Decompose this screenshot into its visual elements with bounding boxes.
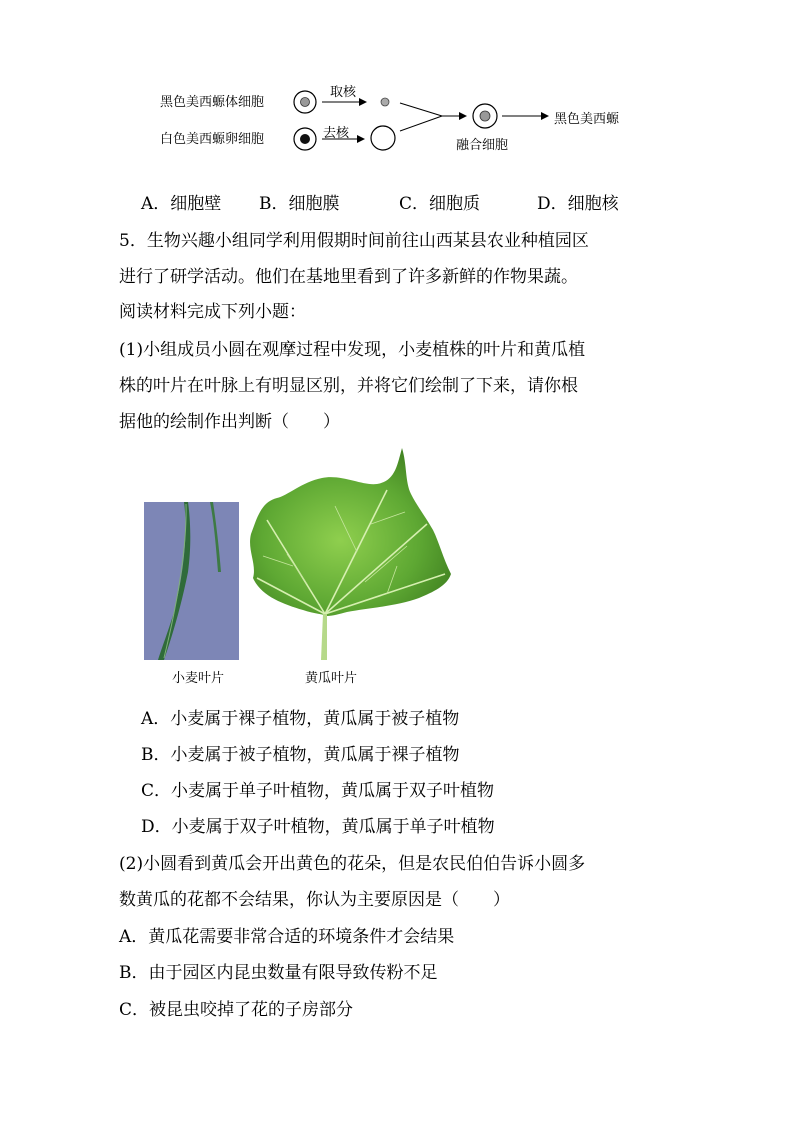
- diagram-shapes: [0, 0, 793, 170]
- q5-sub2-option-c: C．被昆虫咬掉了花的子房部分: [119, 1000, 354, 1020]
- q5-sub1-option-a: A．小麦属于裸子植物，黄瓜属于被子植物: [141, 709, 460, 729]
- converge-line-bottom: [400, 116, 442, 131]
- q4-options: [141, 193, 619, 215]
- q5-sub1-option-b: B．小麦属于被子植物，黄瓜属于裸子植物: [141, 745, 460, 765]
- label-result: 黑色美西螈: [554, 112, 620, 127]
- caption-cucumber-leaf: 黄瓜叶片: [305, 671, 358, 686]
- cucumber-leaf-image: [247, 446, 452, 661]
- q5-sub2-option-b: B．由于园区内昆虫数量有限导致传粉不足: [119, 963, 438, 983]
- label-take-nucleus: 取核: [330, 85, 357, 100]
- q5-sub1-option-c: C．小麦属于单子叶植物，黄瓜属于双子叶植物: [141, 781, 495, 801]
- caption-wheat-leaf: 小麦叶片: [172, 671, 225, 686]
- q4-option-d: D．细胞核: [537, 194, 619, 214]
- white-egg-cell-icon: [294, 128, 316, 150]
- q5-sub2-line1: (2)小圆看到黄瓜会开出黄色的花朵，但是农民伯伯告诉小圆多: [119, 854, 586, 874]
- q5-sub2-line2: 数黄瓜的花都不会结果，你认为主要原因是（ ）: [119, 890, 510, 910]
- q5-sub1-option-d: D．小麦属于双子叶植物，黄瓜属于单子叶植物: [141, 817, 495, 837]
- cucumber-leaf-drawing: [247, 446, 452, 661]
- q4-option-a: A．细胞壁: [141, 194, 222, 214]
- label-fused-cell: 融合细胞: [456, 138, 509, 153]
- black-body-cell-icon: [294, 91, 316, 113]
- q4-option-b: B．细胞膜: [259, 194, 340, 214]
- wheat-leaf-image: [144, 502, 239, 660]
- enucleated-egg-icon: [371, 126, 395, 150]
- q5-sub2-option-a: A．黄瓜花需要非常合适的环境条件才会结果: [119, 927, 455, 947]
- converge-line-top: [400, 103, 442, 116]
- q5-stem-line2: 进行了研学活动。他们在基地里看到了许多新鲜的作物果蔬。: [119, 267, 578, 287]
- label-remove-nucleus: 去核: [323, 126, 350, 141]
- q5-stem-line3: 阅读材料完成下列小题：: [119, 302, 306, 322]
- q4-option-c: C．细胞质: [399, 194, 481, 214]
- q5-sub1-line2: 株的叶片在叶脉上有明显区别，并将它们绘制了下来，请你根: [119, 376, 578, 396]
- wheat-leaf-drawing: [144, 502, 239, 660]
- q5-stem-line1: 5．生物兴趣小组同学利用假期时间前往山西某县农业种植园区: [119, 231, 589, 251]
- fused-cell-icon: [473, 104, 497, 128]
- label-white-egg-cell: 白色美西螈卵细胞: [160, 132, 265, 147]
- label-black-body-cell: 黑色美西螈体细胞: [160, 95, 265, 110]
- q5-sub1-line3: 据他的绘制作出判断（ ）: [119, 412, 340, 432]
- q5-sub1-line1: (1)小组成员小圆在观摩过程中发现，小麦植株的叶片和黄瓜植: [119, 340, 586, 360]
- nucleus-icon: [381, 98, 389, 106]
